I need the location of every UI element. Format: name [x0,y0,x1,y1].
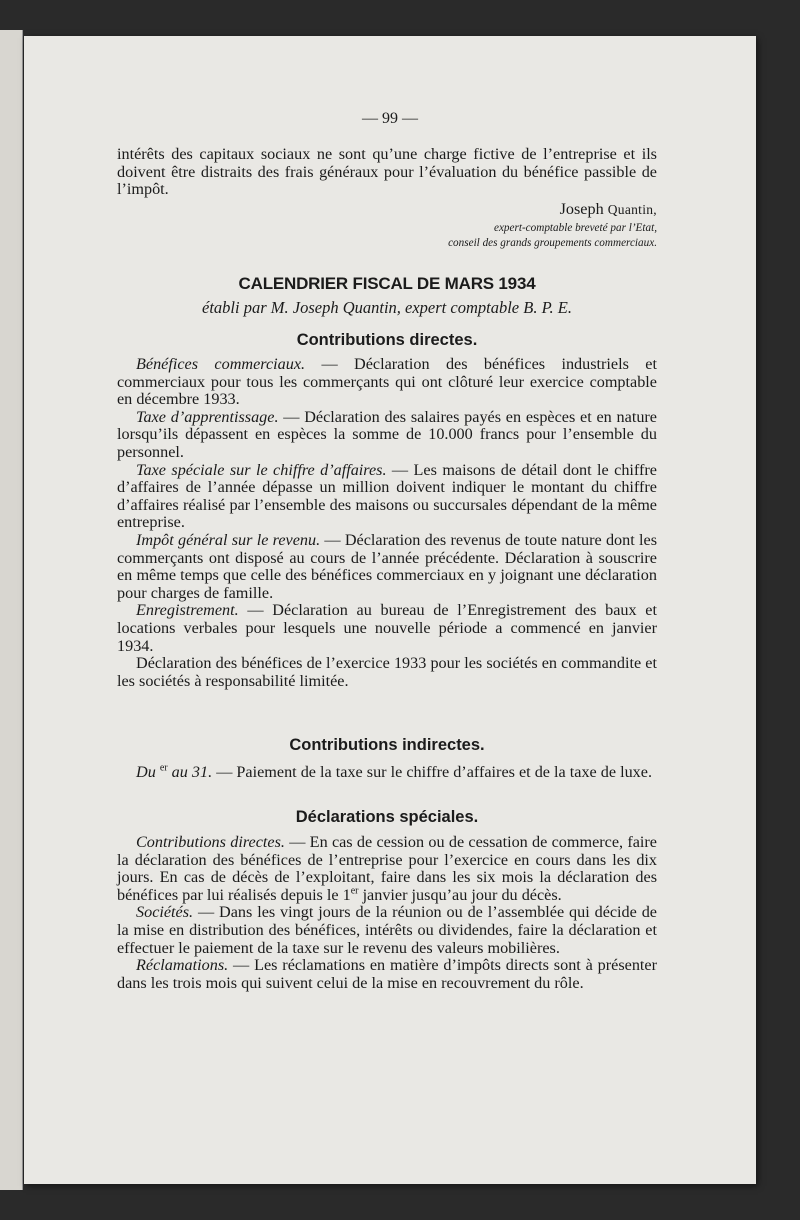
item-label: Taxe spéciale sur le chiffre d’affaires. [136,460,387,479]
item-impot-general [117,532,657,602]
signature-last-name: Quantin, [607,202,657,217]
item-label-du: Du [136,763,160,781]
item-text: — Les réclamations en matière d’impôts directs sont à présenter dans les trois mois qui suivent celui de la mise en recouvrement du rôle. [117,956,657,992]
signature-title-line1: expert-comptable breveté par l’Etat, [494,222,657,234]
intro-text: intérêts des capitaux sociaux ne sont qu’une charge fictive de l’entreprise et ils doivent être distraits des frais généraux pour l’évaluation du bénéfice passible de l’impôt. [117,145,657,199]
item-sup: er [350,885,359,897]
item-text-a: — En cas de cession ou de cessation de commerce, faire la déclaration des bénéfices de l’entreprise pour l’exercice en cours dans les dix jours. En cas de décès de l’exploitant, faire dans les six mois la déclaration des bénéfices par lui réalisés depuis le 1 [117,833,657,904]
item-label: Sociétés. [136,903,194,922]
heading-special-declarations: Déclarations spéciales. [295,808,479,826]
item-du-au [117,764,652,782]
item-label: Bénéfices commerciaux. [136,355,306,373]
item-text: — Dans les vingt jours de la réunion ou de l’assemblée qui décide de la mise en distribution des bénéfices, intérêts ou dividendes, faire la déclaration et effectuer le paiement de la taxe sur le revenu des valeurs mobilières. [117,903,657,957]
item-societes [117,904,657,957]
item-text: — Déclaration au bureau de l’Enregistrement des baux et locations verbales pour lesquels une nouvelle période a commencé en janvier 1934. [117,601,657,655]
section-special-declarations [117,834,657,992]
signature-title-line2: conseil des grands groupements commerciaux. [448,237,657,249]
page-number: — 99 — [362,110,418,127]
item-label: Contributions directes. [136,833,285,851]
document-page [24,36,756,1184]
signature-name [560,200,657,219]
item-contributions-directes [117,834,657,904]
document-title: CALENDRIER FISCAL DE MARS 1934 [238,274,536,293]
item-text: — Déclaration des bénéfices industriels et commerciaux pour tous les commerçants qui ont clôturé leur exercice comptable en décembre 1933. [117,355,657,409]
item-text-b: janvier jusqu’au jour du décès. [358,885,562,904]
item-label: Enregistrement. [136,601,239,620]
intro-paragraph [117,146,657,199]
item-taxe-speciale [117,462,657,532]
heading-indirect-contributions: Contributions indirectes. [289,736,485,754]
section-indirect-contributions [117,764,652,782]
item-text: — Déclaration des revenus de toute nature dont les commerçants ont disposé au cours de l’année précédente. Déclaration à souscrire en même temps que celle des bénéfices commerciaux en y joignant une déclaration pour charges de famille. [117,530,657,602]
item-label-au: au 31. [167,763,213,781]
signature-first-name: Joseph [559,200,608,218]
item-text: — Les maisons de détail dont le chiffre d’affaires de l’année dépasse un million doivent indiquer le montant du chiffre d’affaires réalisé par l’ensemble des maisons ou succursales dépendant de la même entreprise. [117,460,657,532]
item-enregistrement [117,602,657,655]
section-direct-contributions [117,356,657,690]
item-text: — Déclaration des salaires payés en espèces et en nature lorsqu’ils dépassent en espèces la somme de 10.000 francs pour l’ensemble du personnel. [117,407,657,461]
previous-page-edge [0,30,23,1190]
item-taxe-apprentissage [117,409,657,462]
item-extra-declaration: Déclaration des bénéfices de l’exercice 1933 pour les sociétés en commandite et les sociétés à responsabilité limitée. [117,654,657,690]
item-label-sup: er [159,762,168,774]
item-label: Taxe d’apprentissage. [136,407,279,426]
item-benefices [117,356,657,409]
item-label: Réclamations. [136,956,229,975]
item-reclamations [117,957,657,992]
item-text: — Paiement de la taxe sur le chiffre d’affaires et de la taxe de luxe. [212,763,653,781]
document-subtitle: établi par M. Joseph Quantin, expert comptable B. P. E. [202,298,572,317]
heading-direct-contributions: Contributions directes. [296,331,478,349]
item-label: Impôt général sur le revenu. [136,530,321,549]
